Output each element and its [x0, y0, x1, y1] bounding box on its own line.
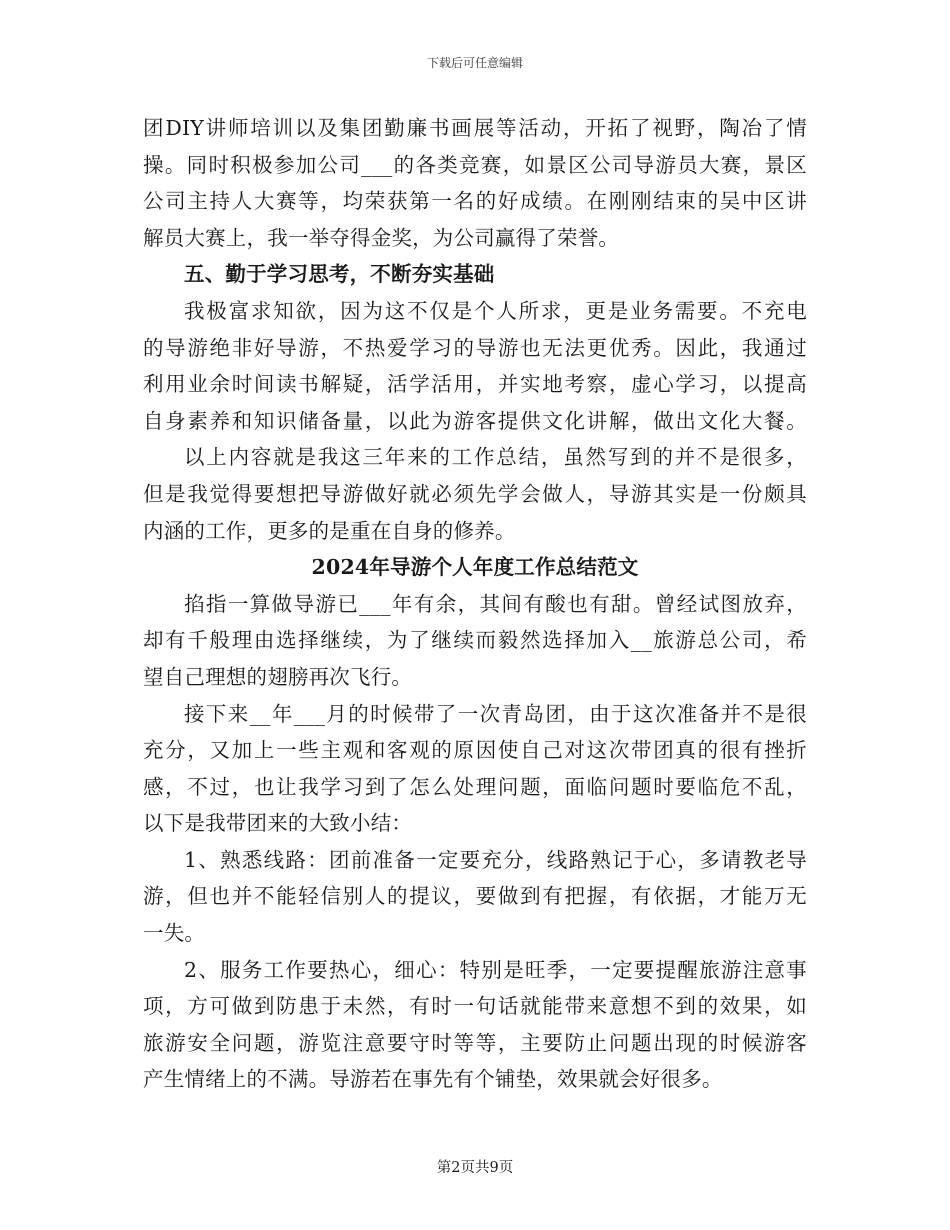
article-title: 2024年导游个人年度工作总结范文	[311, 555, 639, 580]
section-heading: 五、勤于学习思考，不断夯实基础	[184, 262, 495, 287]
body-line: 产生情绪上的不满。导游若在事先有个铺垫，效果就会好很多。	[143, 1067, 723, 1092]
body-line: 游，但也并不能轻信别人的提议，要做到有把握，有依据，才能万无	[143, 884, 807, 909]
page-number: 第2页共9页	[436, 1160, 514, 1176]
body-line: 操。同时积极参加公司___的各类竞赛，如景区公司导游员大赛，景区	[143, 152, 807, 177]
body-line: 项，方可做到防患于未然，有时一句话就能带来意想不到的效果，如	[143, 994, 807, 1019]
body-line: 我极富求知欲，因为这不仅是个人所求，更是业务需要。不充电	[184, 298, 807, 323]
body-line: 感，不过，也让我学习到了怎么处理问题，面临问题时要临危不乱，	[143, 774, 807, 799]
body-line: 掐指一算做导游已___年有余，其间有酸也有甜。曾经试图放弃，	[184, 591, 807, 616]
body-line: 自身素养和知识储备量，以此为游客提供文化讲解，做出文化大餐。	[143, 408, 807, 433]
body-line: 接下来__年___月的时候带了一次青岛团，由于这次准备并不是很	[184, 701, 807, 726]
body-line: 2、服务工作要热心，细心：特别是旺季，一定要提醒旅游注意事	[184, 957, 807, 982]
body-line: 的导游绝非好导游，不热爱学习的导游也无法更优秀。因此，我通过	[143, 335, 807, 360]
body-line: 旅游安全问题，游览注意要守时等等，主要防止问题出现的时候游客	[143, 1030, 807, 1055]
body-line: 一失。	[143, 921, 206, 946]
body-line: 但是我觉得要想把导游做好就必须先学会做人，导游其实是一份颇具	[143, 481, 807, 506]
body-line: 公司主持人大赛等，均荣获第一名的好成绩。在刚刚结束的吴中区讲	[143, 189, 807, 214]
body-line: 却有千般理由选择继续，为了继续而毅然选择加入__旅游总公司，希	[143, 628, 807, 653]
body-line: 利用业余时间读书解疑，活学活用，并实地考察，虚心学习，以提高	[143, 372, 807, 397]
body-line: 以上内容就是我这三年来的工作总结，虽然写到的并不是很多，	[184, 445, 807, 470]
body-line: 解员大赛上，我一举夺得金奖，为公司赢得了荣誉。	[143, 225, 620, 250]
document-body	[143, 110, 807, 1098]
body-line: 内涵的工作，更多的是重在自身的修养。	[143, 518, 516, 543]
body-line: 团DIY讲师培训以及集团勤廉书画展等活动，开拓了视野，陶冶了情	[143, 116, 807, 140]
page-header: 下载后可任意编辑	[426, 56, 523, 70]
body-line: 望自己理想的翅膀再次飞行。	[143, 664, 413, 689]
body-line: 充分，又加上一些主观和客观的原因使自己对这次带团真的很有挫折	[143, 738, 807, 763]
body-line: 以下是我带团来的大致小结：	[143, 811, 413, 836]
body-line: 1、熟悉线路：团前准备一定要充分，线路熟记于心，多请教老导	[184, 847, 807, 872]
